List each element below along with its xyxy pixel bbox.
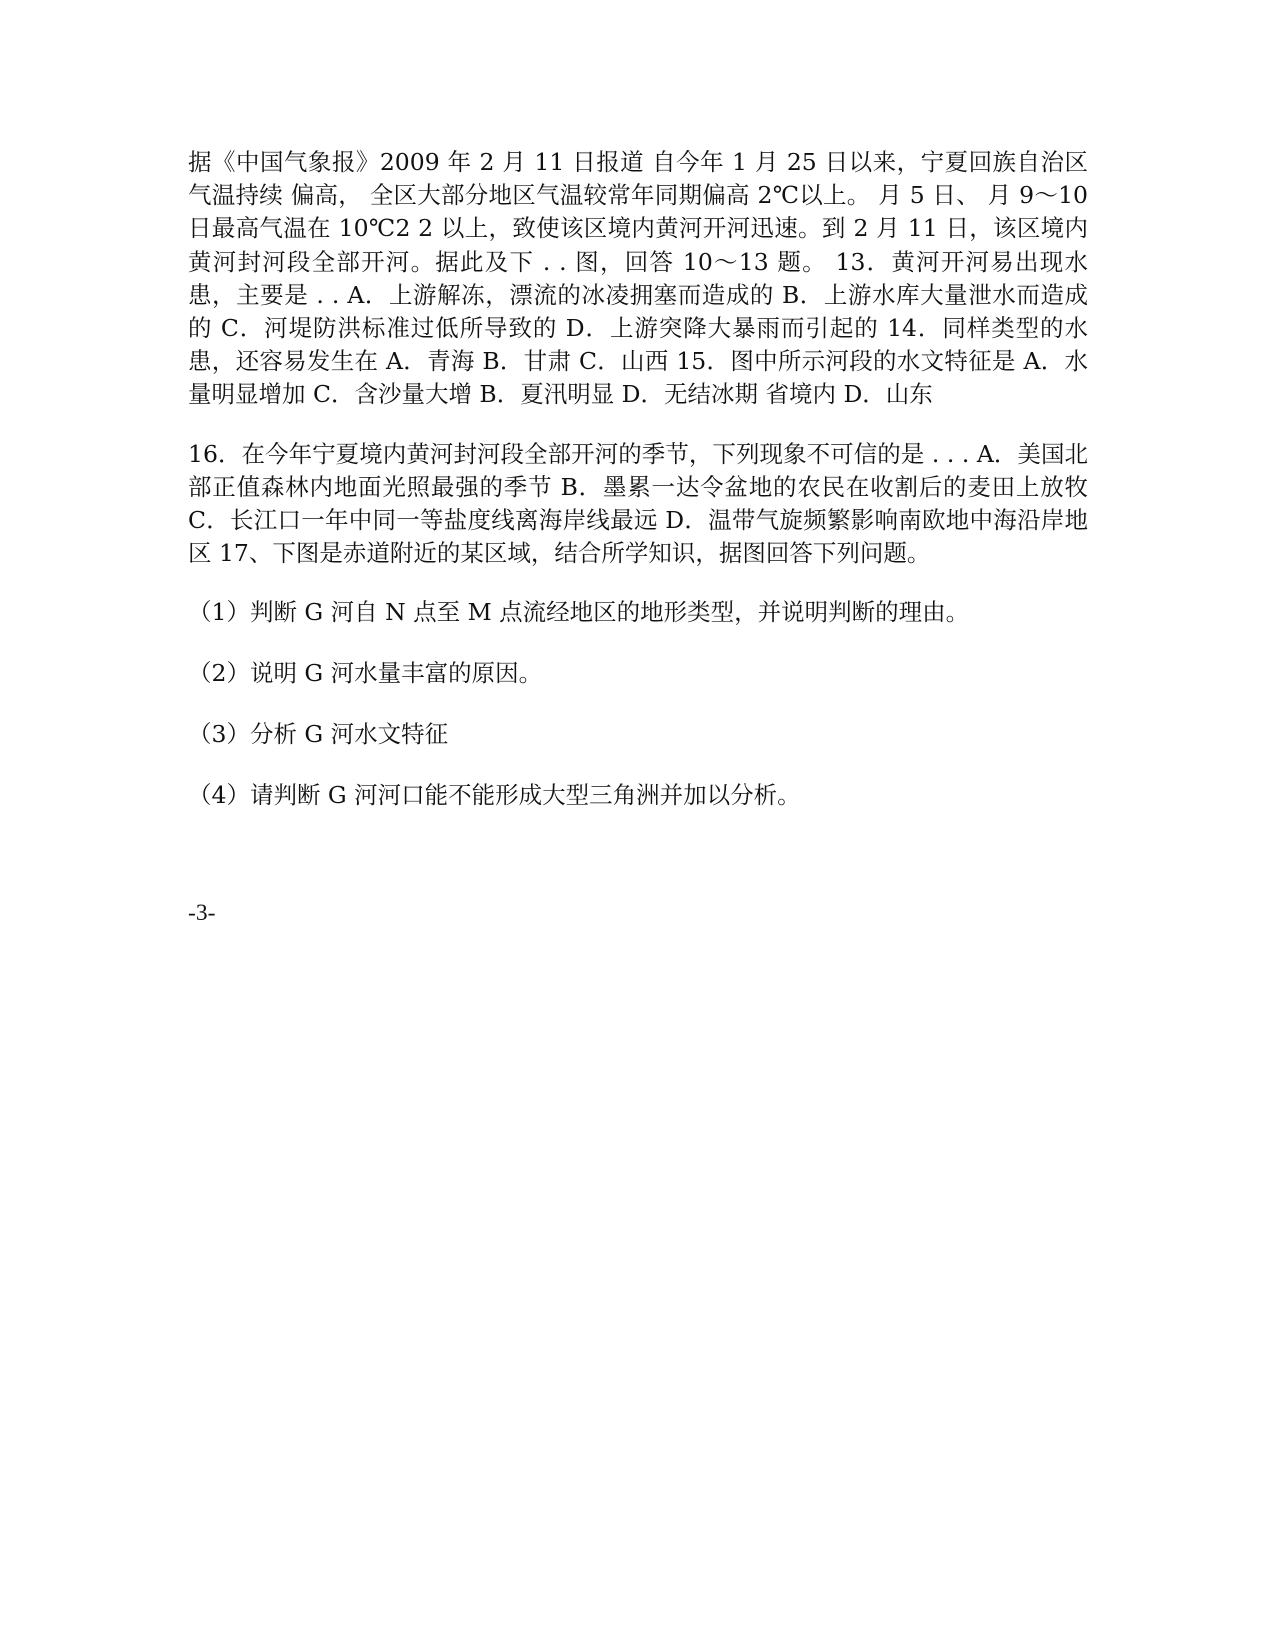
- question-17-part-1: （1）判断 G 河自 N 点至 M 点流经地区的地形类型，并说明判断的理由。: [188, 598, 970, 627]
- paragraph-questions-16-17: 16．在今年宁夏境内黄河封河段全部开河的季节，下列现象不可信的是 . . . A．美国北部正值森林内地面光照最强的季节 B．墨累一达令盆地的农民在收割后的麦田上放牧 C．长江口一年中同一等盐度线离海岸线最远 D．温带气旋频繁影响南欧地中海沿岸地区 17、下图是赤道附近的某区域，结合所学知识，据图回答下列问题。: [188, 439, 1088, 568]
- document-body: [188, 146, 1088, 840]
- paragraph-questions-10-15: 据《中国气象报》2009 年 2 月 11 日报道 自今年 1 月 25 日以来，宁夏回族自治区气温持续 偏高， 全区大部分地区气温较常年同期偏高 2℃以上。 月 5 日、 月 9～10 日最高气温在 10℃2 2 以上，致使该区境内黄河开河迅速。到 2 月 11 日，该区境内黄河封河段全部开河。据此及下 . . 图，回答 10～13 题。 13．黄河开河易出现水患，主要是 . . A．上游解冻，漂流的冰凌拥塞而造成的 B．上游水库大量泄水而造成的 C．河堤防洪标准过低所导致的 D．上游突降大暴雨而引起的 14．同样类型的水患，还容易发生在 A．青海 B．甘肃 C．山西 15．图中所示河段的水文特征是 A．水量明显增加 C．含沙量大增 B．夏汛明显 D．无结冰期 省境内 D．山东: [188, 148, 1088, 409]
- question-17-part-4: （4）请判断 G 河河口能不能形成大型三角洲并加以分析。: [188, 781, 801, 810]
- question-17-part-2: （2）说明 G 河水量丰富的原因。: [188, 659, 543, 688]
- page-number: -3-: [188, 900, 216, 926]
- question-17-part-3: （3）分析 G 河水文特征: [188, 720, 449, 749]
